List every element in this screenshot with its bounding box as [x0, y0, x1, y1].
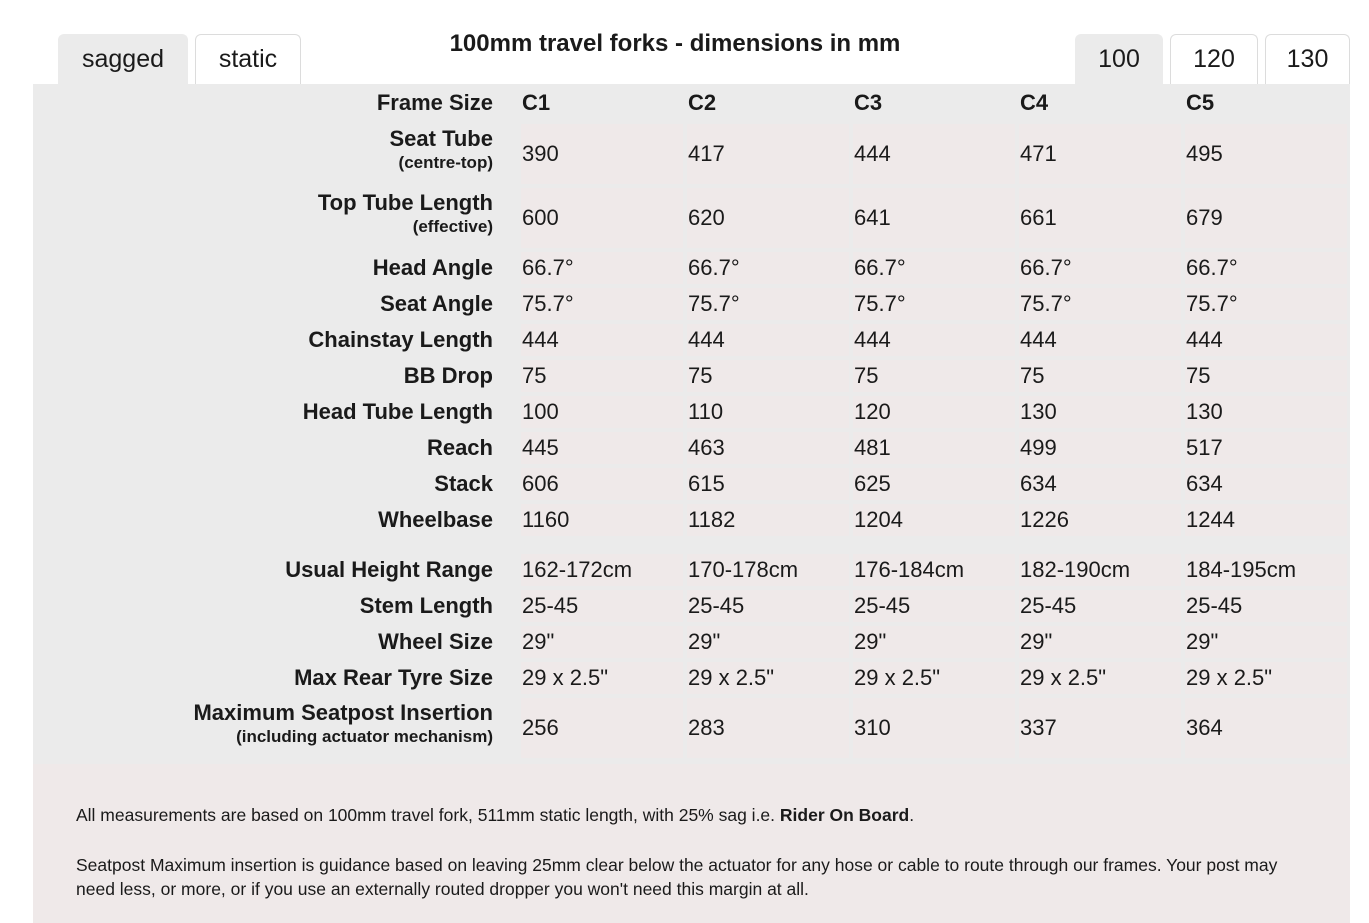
- table-cell: 444: [521, 324, 683, 356]
- note-emphasis: Rider On Board: [779, 805, 910, 825]
- table-cell: 130: [1019, 396, 1181, 428]
- table-cell: 176-184cm: [853, 554, 1015, 586]
- table-cell: 444: [687, 324, 849, 356]
- row-label: [33, 255, 493, 281]
- tab-static[interactable]: static: [195, 34, 301, 84]
- tab-travel-100[interactable]: 100: [1075, 34, 1163, 84]
- row-label-text: Head Angle: [372, 255, 493, 280]
- row-label: [33, 507, 493, 533]
- row-label: [33, 593, 493, 619]
- note-text: All measurements are based on 100mm travel fork, 511mm static length, with 25% sag i.e.: [76, 805, 780, 825]
- table-cell: 29 x 2.5": [521, 662, 683, 694]
- table-cell: 29 x 2.5": [853, 662, 1015, 694]
- table-cell: 256: [521, 698, 683, 758]
- frame-size-header: C5: [1186, 90, 1215, 115]
- table-cell: 25-45: [853, 590, 1015, 622]
- row-label-text: Max Rear Tyre Size: [294, 665, 493, 690]
- row-label: [33, 399, 493, 425]
- table-cell: 66.7°: [1185, 252, 1347, 284]
- table-cell: 620: [687, 188, 849, 248]
- table-cell: 66.7°: [687, 252, 849, 284]
- row-label-text: Stack: [434, 471, 493, 496]
- row-label: [33, 471, 493, 497]
- table-cell: 337: [1019, 698, 1181, 758]
- table-cell: 162-172cm: [521, 554, 683, 586]
- row-label-text: Stem Length: [359, 593, 493, 618]
- row-label-note: (including actuator mechanism): [236, 727, 493, 746]
- table-cell: 29": [521, 626, 683, 658]
- row-label-text: Frame Size: [376, 90, 493, 115]
- table-cell: 75.7°: [853, 288, 1015, 320]
- table-cell: 641: [853, 188, 1015, 248]
- table-cell: 1204: [853, 504, 1015, 536]
- frame-size-header: C3: [854, 90, 883, 115]
- table-cell: 463: [687, 432, 849, 464]
- tab-travel-130[interactable]: 130: [1265, 34, 1350, 84]
- table-cell: 517: [1185, 432, 1347, 464]
- note-end: .: [909, 805, 915, 825]
- row-label: [33, 291, 493, 317]
- table-cell: 471: [1019, 124, 1181, 184]
- table-cell: 120: [853, 396, 1015, 428]
- table-cell: 29 x 2.5": [687, 662, 849, 694]
- table-cell: 29 x 2.5": [1019, 662, 1181, 694]
- row-label: [33, 363, 493, 389]
- table-cell: 615: [687, 468, 849, 500]
- table-row: [33, 286, 1350, 322]
- table-cell: 66.7°: [1019, 252, 1181, 284]
- table-cell: 130: [1185, 396, 1347, 428]
- table-cell: 75.7°: [1185, 288, 1347, 320]
- table-cell: 310: [853, 698, 1015, 758]
- row-label: [33, 126, 493, 174]
- table-title: 100mm travel forks - dimensions in mm: [449, 30, 901, 57]
- table-cell: 417: [687, 124, 849, 184]
- row-label: [33, 435, 493, 461]
- table-cell: 29": [1019, 626, 1181, 658]
- row-label: [33, 190, 493, 238]
- table-cell: 444: [853, 124, 1015, 184]
- table-cell: 283: [687, 698, 849, 758]
- row-label: [33, 700, 493, 748]
- table-cell: 25-45: [521, 590, 683, 622]
- table-cell: 170-178cm: [687, 554, 849, 586]
- geometry-panel: [33, 84, 1350, 923]
- row-label-text: Seat Angle: [380, 291, 493, 316]
- row-label: [33, 90, 493, 116]
- table-cell: 25-45: [687, 590, 849, 622]
- row-label: [33, 557, 493, 583]
- row-label-text: Seat Tube: [389, 126, 493, 151]
- table-cell: 100: [521, 396, 683, 428]
- table-cell: 634: [1019, 468, 1181, 500]
- table-cell: 75: [687, 360, 849, 392]
- table-cell: 29 x 2.5": [1185, 662, 1347, 694]
- table-row: [33, 250, 1350, 286]
- row-label-note: (centre-top): [398, 153, 493, 172]
- table-row: [33, 430, 1350, 466]
- tab-travel-120[interactable]: 120: [1170, 34, 1258, 84]
- row-label-text: Wheelbase: [378, 507, 493, 532]
- row-label-text: Usual Height Range: [285, 557, 493, 582]
- table-cell: 75.7°: [687, 288, 849, 320]
- table-cell: 66.7°: [853, 252, 1015, 284]
- row-label-text: Maximum Seatpost Insertion: [193, 700, 493, 725]
- table-row: [33, 322, 1350, 358]
- row-label-text: BB Drop: [403, 363, 493, 388]
- table-cell: 606: [521, 468, 683, 500]
- row-label-note: (effective): [412, 217, 493, 236]
- table-row: [33, 394, 1350, 430]
- table-cell: 75: [1185, 360, 1347, 392]
- table-row: [33, 552, 1350, 588]
- table-row: [33, 502, 1350, 538]
- table-cell: 75: [853, 360, 1015, 392]
- table-cell: 25-45: [1185, 590, 1347, 622]
- table-header-row: [33, 84, 1350, 122]
- table-cell: 75: [521, 360, 683, 392]
- table-cell: 390: [521, 124, 683, 184]
- table-row: [33, 466, 1350, 502]
- frame-size-header: C1: [522, 90, 551, 115]
- table-cell: 75.7°: [1019, 288, 1181, 320]
- table-cell: 495: [1185, 124, 1347, 184]
- row-label-text: Top Tube Length: [317, 190, 493, 215]
- table-cell: 625: [853, 468, 1015, 500]
- frame-size-header: C4: [1020, 90, 1049, 115]
- table-cell: 29": [1185, 626, 1347, 658]
- table-cell: 66.7°: [521, 252, 683, 284]
- table-cell: 110: [687, 396, 849, 428]
- table-cell: 444: [1185, 324, 1347, 356]
- table-row: [33, 660, 1350, 696]
- table-cell: 182-190cm: [1019, 554, 1181, 586]
- table-cell: 75: [1019, 360, 1181, 392]
- row-label: [33, 665, 493, 691]
- table-cell: 184-195cm: [1185, 554, 1347, 586]
- table-row: [33, 122, 1350, 186]
- note-measurements: [76, 803, 1316, 827]
- notes-section: [33, 764, 1350, 923]
- row-label-text: Wheel Size: [378, 629, 493, 654]
- table-cell: 634: [1185, 468, 1347, 500]
- table-cell: 481: [853, 432, 1015, 464]
- table-cell: 444: [853, 324, 1015, 356]
- table-row: [33, 624, 1350, 660]
- table-row: [33, 588, 1350, 624]
- row-label-text: Reach: [426, 435, 493, 460]
- table-cell: 499: [1019, 432, 1181, 464]
- table-cell: 679: [1185, 188, 1347, 248]
- table-cell: 600: [521, 188, 683, 248]
- table-cell: 1226: [1019, 504, 1181, 536]
- table-cell: 1244: [1185, 504, 1347, 536]
- row-label-text: Chainstay Length: [308, 327, 493, 352]
- table-cell: 364: [1185, 698, 1347, 758]
- table-cell: 29": [687, 626, 849, 658]
- row-label: [33, 327, 493, 353]
- table-cell: 75.7°: [521, 288, 683, 320]
- table-cell: 444: [1019, 324, 1181, 356]
- table-row: [33, 186, 1350, 250]
- note-seatpost: Seatpost Maximum insertion is guidance based on leaving 25mm clear below the actuator for any hose or cable to route through our frames. Your post may need less, or more, or if you use an externally routed dropper you won't need this margin at all.: [76, 855, 1278, 899]
- table-row: [33, 696, 1350, 760]
- frame-size-header: C2: [688, 90, 717, 115]
- table-cell: 445: [521, 432, 683, 464]
- row-label: [33, 629, 493, 655]
- tab-sagged[interactable]: sagged: [58, 34, 188, 84]
- table-cell: 25-45: [1019, 590, 1181, 622]
- table-row: [33, 358, 1350, 394]
- row-label-text: Head Tube Length: [302, 399, 493, 424]
- table-cell: 661: [1019, 188, 1181, 248]
- table-cell: 1160: [521, 504, 683, 536]
- table-cell: 1182: [687, 504, 849, 536]
- table-cell: 29": [853, 626, 1015, 658]
